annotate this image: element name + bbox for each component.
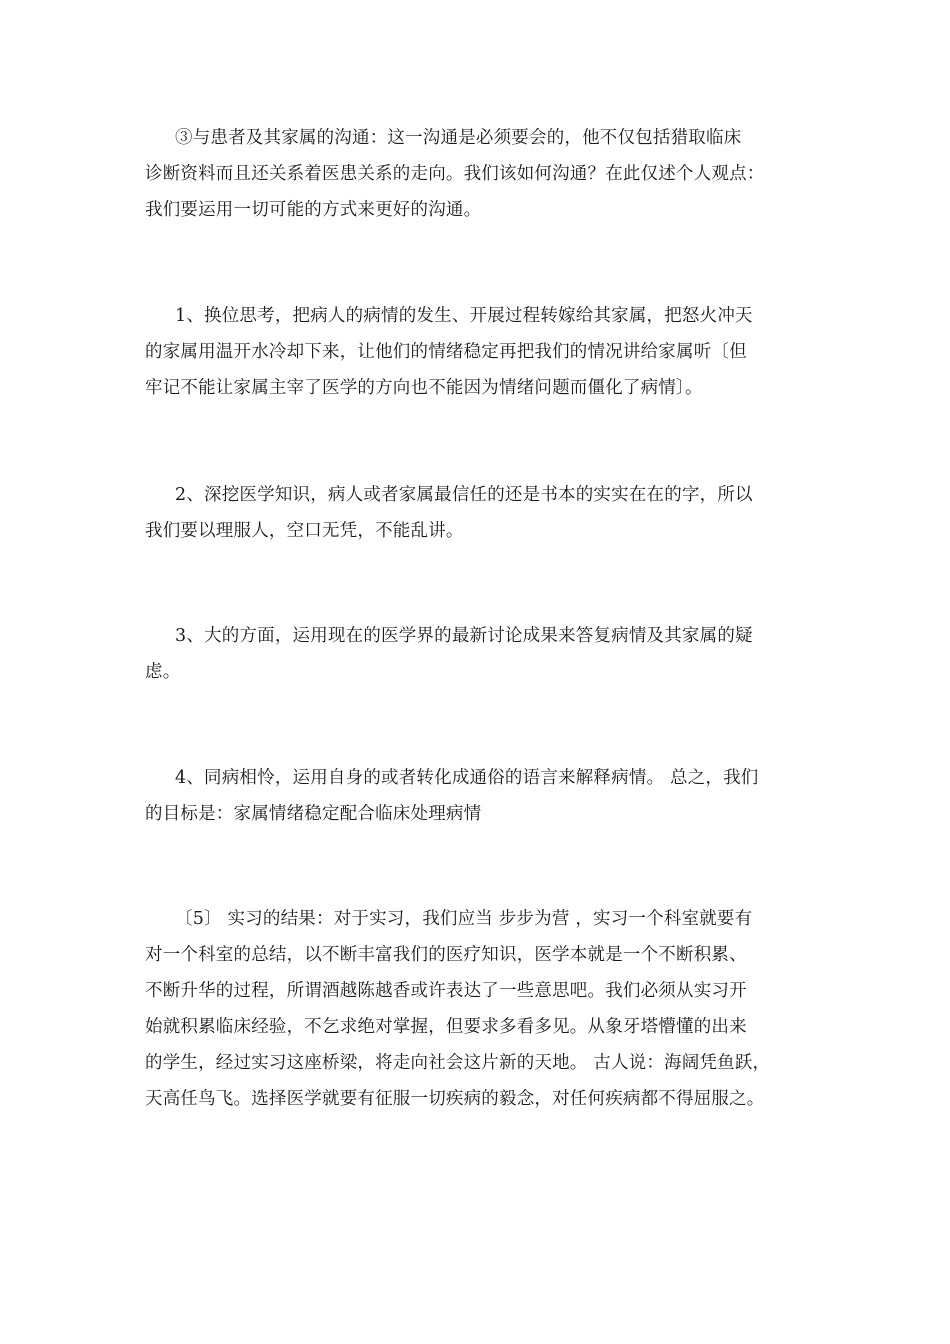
text-line: 始就积累临床经验，不乞求绝对掌握，但要求多看多见。从象牙塔懵懂的出来 (145, 1017, 747, 1037)
text-line: ③与患者及其家属的沟通：这一沟通是必须要会的，他不仅包括猎取临床 (175, 128, 742, 148)
text-line: 4、同病相怜，运用自身的或者转化成通俗的语言来解释病情。 总之，我们 (175, 768, 759, 788)
text-line: 〔5〕 实习的结果：对于实习，我们应当 步步为营 ，实习一个科室就要有 (175, 909, 753, 929)
paragraph-item-2 (145, 477, 825, 549)
text-line: 对一个科室的总结，以不断丰富我们的医疗知识，医学本就是一个不断积累、 (145, 945, 747, 965)
paragraph-item-4 (145, 760, 825, 832)
text-line: 我们要运用一切可能的方式来更好的沟通。 (145, 200, 482, 220)
text-line: 牢记不能让家属主宰了医学的方向也不能因为情绪问题而僵化了病情〕。 (145, 378, 703, 398)
paragraph-item-3 (145, 618, 825, 690)
text-line: 不断升华的过程，所谓酒越陈越香或许表达了一些意思吧。我们必须从实习开 (145, 981, 747, 1001)
text-line: 3、大的方面，运用现在的医学界的最新讨论成果来答复病情及其家属的疑 (175, 626, 753, 646)
paragraph-internship-result (145, 901, 825, 1117)
text-line: 的学生，经过实习这座桥梁，将走向社会这片新的天地。 古人说：海阔凭鱼跃， (145, 1053, 771, 1073)
text-line: 的家属用温开水冷却下来，让他们的情绪稳定再把我们的情况讲给家属听〔但 (145, 342, 747, 362)
text-line: 天高任鸟飞。选择医学就要有征服一切疾病的毅念，对任何疾病都不得屈服之。 (145, 1089, 765, 1109)
text-line: 我们要以理服人，空口无凭，不能乱讲。 (145, 521, 464, 541)
paragraph-communication (145, 120, 825, 228)
text-line: 虑。 (145, 662, 181, 682)
paragraph-item-1 (145, 298, 825, 406)
text-line: 的目标是：家属情绪稳定配合临床处理病情 (145, 804, 482, 824)
text-line: 2、深挖医学知识，病人或者家属最信任的还是书本的实实在在的字，所以 (175, 485, 753, 505)
text-line: 诊断资料而且还关系着医患关系的走向。我们该如何沟通？在此仅述个人观点： (145, 164, 765, 184)
text-line: 1、换位思考，把病人的病情的发生、开展过程转嫁给其家属，把怒火冲天 (175, 306, 753, 326)
